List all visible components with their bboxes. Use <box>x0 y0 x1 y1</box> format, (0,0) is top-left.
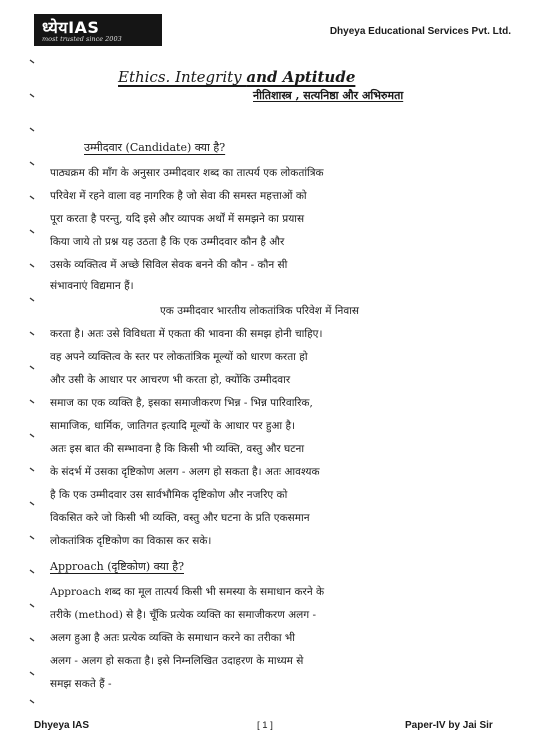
para3-line: समझ सकते हैं - <box>50 678 112 690</box>
para2-line: विकसित करे जो किसी भी व्यक्ति, वस्तु और घटना के प्रति एकसमान <box>50 512 310 524</box>
logo <box>34 14 162 46</box>
para1-line: परिवेश में रहने वाला वह नागरिक है जो सेवा की समस्त महत्ताओं को <box>50 190 307 202</box>
footer-right: Paper-IV by Jai Sir <box>405 720 493 731</box>
para1-line: किया जाये तो प्रश्न यह उठता है कि एक उम्मीदवार कौन है और <box>50 236 285 248</box>
para2-line: है कि एक उम्मीदवार उस सार्वभौमिक दृष्टिकोण और नजरिए को <box>50 489 288 501</box>
logo-tagline: most trusted since 2003 <box>42 35 122 43</box>
para3-line: तरीके (method) से है। चूँकि प्रत्येक व्यक्ति का समाजीकरण अलग - <box>50 609 317 621</box>
title-english-part1: Ethics. Integrity <box>118 68 247 86</box>
para2-line: अतः इस बात की सम्भावना है कि किसी भी व्यक्ति, वस्तु और घटना <box>50 443 305 455</box>
margin-ticks <box>0 0 40 754</box>
title-english <box>118 68 355 86</box>
para2-line: सामाजिक, धार्मिक, जातिगत इत्यादि मूल्यों के आधार पर हुआ है। <box>50 420 296 432</box>
para2-line: वह अपने व्यक्तित्व के स्तर पर लोकतांत्रिक मूल्यों को धारण करता हो <box>50 351 308 363</box>
section1-heading: उम्मीदवार (Candidate) क्या है? <box>84 141 226 154</box>
para1-line: संभावनाएं विद्यमान हैं। <box>50 280 134 292</box>
title-hindi: नीतिशास्त्र , सत्यनिष्ठा और अभिरुमता <box>253 89 404 102</box>
page-number: [ 1 ] <box>257 720 273 731</box>
para1-line: पाठ्यक्रम की माँग के अनुसार उम्मीदवार शब्द का तात्पर्य एक लोकतांत्रिक <box>50 167 324 179</box>
para3-line: अलग - अलग हो सकता है। इसे निम्नलिखित उदाहरण के माध्यम से <box>50 655 304 667</box>
para2-line: और उसी के आधार पर आचरण भी करता हो, क्योंकि उम्मीदवार <box>50 374 291 386</box>
title-english-part2: and Aptitude <box>246 68 356 86</box>
logo-text: ध्येयIAS <box>42 18 100 37</box>
para2-line: के संदर्भ में उसका दृष्टिकोण अलग - अलग हो सकता है। अतः आवश्यक <box>50 466 320 478</box>
footer-left: Dhyeya IAS <box>34 720 90 731</box>
section2-heading: Approach (दृष्टिकोण) क्या है? <box>50 560 184 573</box>
company-name: Dhyeya Educational Services Pvt. Ltd. <box>329 26 511 37</box>
para1-line: उसके व्यक्तित्व में अच्छे सिविल सेवक बनने की कौन - कौन सी <box>50 259 288 271</box>
para1-line: पूरा करता है परन्तु, यदि इसे और व्यापक अर्थों में समझने का प्रयास <box>50 213 305 225</box>
para2-line: लोकतांत्रिक दृष्टिकोण का विकास कर सके। <box>50 535 212 547</box>
para3-line: Approach शब्द का मूल तात्पर्य किसी भी समस्या के समाधान करने के <box>50 586 325 598</box>
para2-line: समाज का एक व्यक्ति है, इसका समाजीकरण भिन्न - भिन्न पारिवारिक, <box>50 397 313 409</box>
para3-line: अलग हुआ है अतः प्रत्येक व्यक्ति के समाधान करने का तरीका भी <box>50 632 295 644</box>
para2-line: करता है। अतः उसे विविधता में एकता की भावना की समझ होनी चाहिए। <box>50 328 323 340</box>
para2-line: एक उम्मीदवार भारतीय लोकतांत्रिक परिवेश में निवास <box>160 305 360 317</box>
